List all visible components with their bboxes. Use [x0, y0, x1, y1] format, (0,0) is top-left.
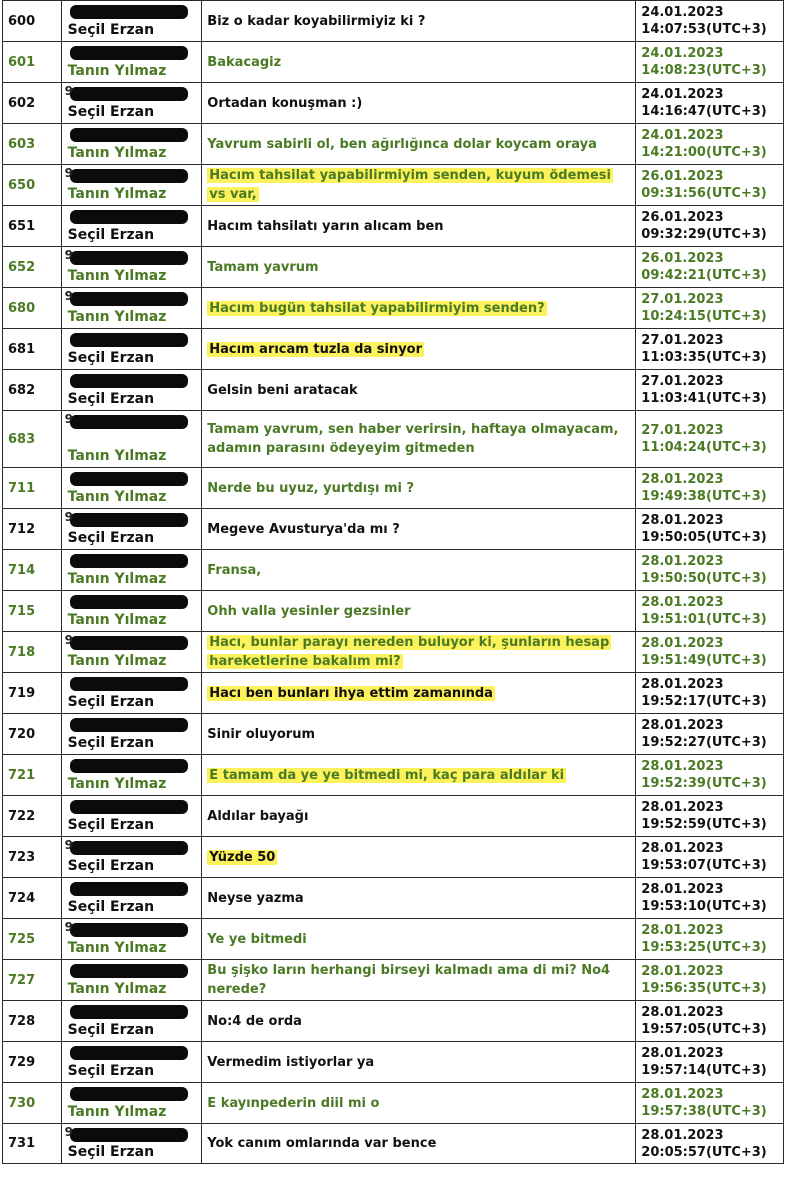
message-text: Tamam yavrum, sen haber verirsin, haftaya olmayacam, adamın parasını ödeyeyim gitmeden	[207, 422, 619, 456]
phone-visible-digit: 9	[64, 838, 74, 852]
phone-visible-digit: 9	[64, 289, 74, 303]
message-time: 19:49:38(UTC+3)	[641, 489, 767, 504]
sender-name: Tanın Yılmaz	[67, 268, 167, 284]
message-time: 19:51:01(UTC+3)	[641, 612, 767, 627]
message-time: 19:52:27(UTC+3)	[641, 735, 767, 750]
timestamp-cell	[636, 960, 784, 1001]
message-time: 19:50:05(UTC+3)	[641, 530, 767, 545]
message-cell	[202, 878, 636, 919]
redacted-phone-number	[70, 210, 188, 224]
message-cell	[202, 1, 636, 42]
sender-cell	[61, 878, 202, 919]
sender-name: Seçil Erzan	[67, 391, 155, 407]
sender-cell	[61, 1124, 202, 1164]
message-date: 28.01.2023	[641, 1087, 724, 1102]
sender-cell	[61, 165, 202, 206]
message-row	[3, 673, 784, 714]
message-time: 19:53:25(UTC+3)	[641, 940, 767, 955]
timestamp-cell	[636, 1001, 784, 1042]
timestamp-cell	[636, 755, 784, 796]
message-date: 28.01.2023	[641, 1127, 724, 1143]
message-row	[3, 755, 784, 796]
sender-cell	[61, 124, 202, 165]
message-date: 24.01.2023	[641, 5, 724, 20]
message-time: 19:57:38(UTC+3)	[641, 1104, 767, 1119]
timestamp-cell	[636, 1, 784, 42]
message-id: 603	[3, 124, 62, 165]
sender-name: Tanın Yılmaz	[67, 776, 167, 792]
message-text: E kayınpederin diil mi o	[207, 1095, 380, 1111]
message-cell	[202, 42, 636, 83]
message-date: 27.01.2023	[641, 423, 724, 438]
message-time: 09:31:56(UTC+3)	[641, 186, 767, 201]
redacted-phone-number	[70, 595, 188, 609]
message-row	[3, 1001, 784, 1042]
message-time: 14:08:23(UTC+3)	[641, 63, 767, 78]
sender-cell	[61, 247, 202, 288]
message-date: 26.01.2023	[641, 210, 724, 225]
message-cell	[202, 919, 636, 960]
message-id: 650	[3, 165, 62, 206]
redacted-phone-number	[70, 1046, 188, 1060]
sender-name: Tanın Yılmaz	[67, 653, 167, 669]
message-date: 28.01.2023	[641, 1005, 724, 1020]
message-date: 28.01.2023	[641, 1046, 724, 1061]
sender-name: Tanın Yılmaz	[67, 145, 167, 161]
message-row	[3, 1083, 784, 1124]
message-row	[3, 960, 784, 1001]
timestamp-cell	[636, 837, 784, 878]
sender-cell	[61, 837, 202, 878]
message-cell	[202, 550, 636, 591]
message-date: 24.01.2023	[641, 46, 724, 61]
phone-visible-digit: 9	[64, 1125, 74, 1139]
message-date: 28.01.2023	[641, 677, 724, 692]
sender-name: Tanın Yılmaz	[67, 309, 167, 325]
message-time: 19:52:59(UTC+3)	[641, 817, 767, 832]
sender-name: Tanın Yılmaz	[67, 448, 167, 464]
sender-name: Seçil Erzan	[67, 22, 155, 38]
sender-name: Seçil Erzan	[67, 899, 155, 915]
message-row	[3, 919, 784, 960]
redacted-phone-number	[70, 5, 188, 19]
message-text: Biz o kadar koyabilirmiyiz ki ?	[207, 13, 426, 29]
message-text: Megeve Avusturya'da mı ?	[207, 521, 400, 537]
message-text: Vermedim istiyorlar ya	[207, 1054, 375, 1070]
message-id: 601	[3, 42, 62, 83]
message-text: Fransa,	[207, 562, 262, 578]
sender-name: Seçil Erzan	[67, 104, 155, 120]
message-date: 27.01.2023	[641, 333, 724, 348]
message-row	[3, 411, 784, 468]
message-cell	[202, 837, 636, 878]
message-cell	[202, 591, 636, 632]
message-time: 19:50:50(UTC+3)	[641, 571, 767, 586]
message-id: 711	[3, 468, 62, 509]
message-date: 28.01.2023	[641, 636, 724, 651]
redacted-phone-number	[70, 636, 188, 650]
message-date: 28.01.2023	[641, 964, 724, 979]
message-date: 28.01.2023	[641, 718, 724, 733]
message-text: Ohh valla yesinler gezsinler	[207, 603, 411, 619]
message-text: Ortadan konuşman :)	[207, 95, 363, 111]
sender-cell	[61, 370, 202, 411]
message-cell	[202, 755, 636, 796]
message-cell	[202, 83, 636, 124]
message-row	[3, 1124, 784, 1164]
message-row	[3, 837, 784, 878]
sender-cell	[61, 632, 202, 673]
redacted-phone-number	[70, 882, 188, 896]
sender-name: Tanın Yılmaz	[67, 940, 167, 956]
redacted-phone-number	[70, 923, 188, 937]
phone-visible-digit: 9	[64, 412, 74, 426]
sender-cell	[61, 919, 202, 960]
redacted-phone-number	[70, 718, 188, 732]
sender-name: Tanın Yılmaz	[67, 63, 167, 79]
message-id: 724	[3, 878, 62, 919]
redacted-phone-number	[70, 513, 188, 527]
timestamp-cell	[636, 550, 784, 591]
timestamp-cell	[636, 83, 784, 124]
message-time: 19:57:14(UTC+3)	[641, 1063, 767, 1078]
sender-cell	[61, 591, 202, 632]
redacted-phone-number	[70, 374, 188, 388]
redacted-phone-number	[70, 1005, 188, 1019]
message-date: 28.01.2023	[641, 513, 724, 528]
message-cell	[202, 206, 636, 247]
message-row	[3, 550, 784, 591]
message-cell	[202, 960, 636, 1001]
message-text: Bu şişko ların herhangi birseyi kalmadı ama di mi? No4 nerede?	[207, 963, 611, 997]
sender-name: Seçil Erzan	[67, 817, 155, 833]
message-row	[3, 878, 784, 919]
message-date: 28.01.2023	[641, 800, 724, 815]
message-time: 11:03:35(UTC+3)	[641, 350, 767, 365]
message-id: 731	[3, 1124, 62, 1164]
message-time: 09:32:29(UTC+3)	[641, 227, 767, 242]
message-date: 28.01.2023	[641, 472, 724, 487]
message-row	[3, 509, 784, 550]
message-id: 680	[3, 288, 62, 329]
message-id: 729	[3, 1042, 62, 1083]
timestamp-cell	[636, 1083, 784, 1124]
message-date: 26.01.2023	[641, 251, 724, 266]
phone-visible-digit: 9	[64, 633, 74, 647]
message-cell	[202, 1124, 636, 1164]
redacted-phone-number	[70, 964, 188, 978]
message-row	[3, 632, 784, 673]
message-row	[3, 124, 784, 165]
timestamp-cell	[636, 919, 784, 960]
redacted-phone-number	[70, 292, 188, 306]
message-cell	[202, 288, 636, 329]
message-time: 14:21:00(UTC+3)	[641, 145, 767, 160]
message-cell	[202, 673, 636, 714]
message-id: 715	[3, 591, 62, 632]
timestamp-cell	[636, 247, 784, 288]
message-cell	[202, 1083, 636, 1124]
message-row	[3, 370, 784, 411]
sender-name: Tanın Yılmaz	[67, 186, 167, 202]
message-text: Sinir oluyorum	[207, 726, 316, 742]
timestamp-cell	[636, 796, 784, 837]
redacted-phone-number	[70, 46, 188, 60]
sender-cell	[61, 1083, 202, 1124]
timestamp-cell	[636, 411, 784, 468]
timestamp-cell	[636, 124, 784, 165]
sender-cell	[61, 550, 202, 591]
message-log-table	[2, 0, 784, 1164]
highlighted-message-text: Yüzde 50	[209, 849, 276, 865]
message-cell	[202, 1001, 636, 1042]
message-time: 09:42:21(UTC+3)	[641, 268, 767, 283]
message-id: 651	[3, 206, 62, 247]
sender-name: Tanın Yılmaz	[67, 981, 167, 997]
sender-name: Seçil Erzan	[67, 858, 155, 874]
message-text: Neyse yazma	[207, 890, 304, 906]
sender-cell	[61, 673, 202, 714]
redacted-phone-number	[70, 1128, 188, 1142]
phone-visible-digit: 9	[64, 510, 74, 524]
sender-name: Tanın Yılmaz	[67, 489, 167, 505]
message-date: 26.01.2023	[641, 169, 724, 184]
sender-name: Tanın Yılmaz	[67, 571, 167, 587]
sender-cell	[61, 714, 202, 755]
message-cell	[202, 632, 636, 673]
highlighted-message-text: Hacım tahsilat yapabilirmiyim senden, kuyum ödemesi vs var,	[209, 168, 611, 202]
timestamp-cell	[636, 632, 784, 673]
message-id: 718	[3, 632, 62, 673]
message-row	[3, 796, 784, 837]
sender-cell	[61, 42, 202, 83]
message-id: 725	[3, 919, 62, 960]
message-row	[3, 83, 784, 124]
message-text: No:4 de orda	[207, 1013, 302, 1029]
sender-cell	[61, 1, 202, 42]
message-time: 20:05:57(UTC+3)	[641, 1144, 767, 1160]
message-text: Yok canım omlarında var bence	[207, 1136, 437, 1151]
message-time: 10:24:15(UTC+3)	[641, 309, 767, 324]
message-text: Nerde bu uyuz, yurtdışı mi ?	[207, 480, 415, 496]
redacted-phone-number	[70, 169, 188, 183]
message-id: 714	[3, 550, 62, 591]
message-id: 712	[3, 509, 62, 550]
message-text: Yavrum sabirli ol, ben ağırlığınca dolar koycam oraya	[207, 136, 597, 152]
sender-cell	[61, 411, 202, 468]
redacted-phone-number	[70, 1087, 188, 1101]
redacted-phone-number	[70, 333, 188, 347]
message-id: 722	[3, 796, 62, 837]
message-row	[3, 468, 784, 509]
message-date: 28.01.2023	[641, 554, 724, 569]
message-row	[3, 714, 784, 755]
message-id: 602	[3, 83, 62, 124]
sender-name: Seçil Erzan	[67, 735, 155, 751]
message-time: 14:16:47(UTC+3)	[641, 104, 767, 119]
message-cell	[202, 468, 636, 509]
sender-name: Seçil Erzan	[67, 227, 155, 243]
message-row	[3, 165, 784, 206]
sender-cell	[61, 960, 202, 1001]
message-time: 14:07:53(UTC+3)	[641, 22, 767, 37]
message-id: 730	[3, 1083, 62, 1124]
message-date: 24.01.2023	[641, 128, 724, 143]
message-date: 27.01.2023	[641, 292, 724, 307]
redacted-phone-number	[70, 251, 188, 265]
message-cell	[202, 370, 636, 411]
timestamp-cell	[636, 591, 784, 632]
message-cell	[202, 509, 636, 550]
message-row	[3, 247, 784, 288]
sender-cell	[61, 1042, 202, 1083]
sender-cell	[61, 755, 202, 796]
redacted-phone-number	[70, 677, 188, 691]
message-cell	[202, 165, 636, 206]
message-row	[3, 1042, 784, 1083]
sender-name: Seçil Erzan	[67, 530, 155, 546]
timestamp-cell	[636, 370, 784, 411]
message-cell	[202, 411, 636, 468]
redacted-phone-number	[70, 841, 188, 855]
message-cell	[202, 329, 636, 370]
highlighted-message-text: Hacım bugün tahsilat yapabilirmiyim senden?	[209, 300, 545, 316]
timestamp-cell	[636, 714, 784, 755]
message-text: Aldılar bayağı	[207, 808, 309, 824]
message-date: 27.01.2023	[641, 374, 724, 389]
sender-name: Tanın Yılmaz	[67, 612, 167, 628]
message-row	[3, 42, 784, 83]
message-time: 19:57:05(UTC+3)	[641, 1022, 767, 1037]
sender-cell	[61, 83, 202, 124]
message-date: 28.01.2023	[641, 841, 724, 856]
message-row	[3, 591, 784, 632]
phone-visible-digit: 9	[64, 166, 74, 180]
message-time: 19:52:39(UTC+3)	[641, 776, 767, 791]
timestamp-cell	[636, 509, 784, 550]
message-time: 19:53:07(UTC+3)	[641, 858, 767, 873]
message-cell	[202, 796, 636, 837]
message-text: Bakacagiz	[207, 54, 282, 70]
timestamp-cell	[636, 329, 784, 370]
message-id: 719	[3, 673, 62, 714]
timestamp-cell	[636, 288, 784, 329]
message-time: 11:04:24(UTC+3)	[641, 440, 767, 455]
message-text: Ye ye bitmedi	[207, 931, 307, 947]
message-cell	[202, 714, 636, 755]
message-id: 600	[3, 1, 62, 42]
message-cell	[202, 247, 636, 288]
sender-cell	[61, 509, 202, 550]
message-date: 28.01.2023	[641, 882, 724, 897]
timestamp-cell	[636, 165, 784, 206]
timestamp-cell	[636, 206, 784, 247]
redacted-phone-number	[70, 415, 188, 429]
message-id: 681	[3, 329, 62, 370]
redacted-phone-number	[70, 472, 188, 486]
timestamp-cell	[636, 42, 784, 83]
message-time: 19:52:17(UTC+3)	[641, 694, 767, 709]
highlighted-message-text: Hacı ben bunları ihya ettim zamanında	[209, 685, 493, 701]
message-id: 682	[3, 370, 62, 411]
sender-name: Seçil Erzan	[67, 1022, 155, 1038]
message-time: 19:51:49(UTC+3)	[641, 653, 767, 668]
sender-name: Seçil Erzan	[67, 694, 155, 710]
message-date: 28.01.2023	[641, 923, 724, 938]
message-time: 19:56:35(UTC+3)	[641, 981, 767, 996]
message-cell	[202, 124, 636, 165]
highlighted-message-text: Hacım arıcam tuzla da sinyor	[209, 341, 423, 357]
sender-cell	[61, 468, 202, 509]
message-time: 11:03:41(UTC+3)	[641, 391, 767, 406]
phone-visible-digit: 9	[64, 248, 74, 262]
message-log-body	[3, 1, 784, 1164]
message-text: Tamam yavrum	[207, 259, 319, 275]
sender-name: Seçil Erzan	[67, 1144, 155, 1160]
phone-visible-digit: 9	[64, 84, 74, 98]
message-id: 727	[3, 960, 62, 1001]
message-id: 723	[3, 837, 62, 878]
timestamp-cell	[636, 673, 784, 714]
message-date: 28.01.2023	[641, 595, 724, 610]
message-row	[3, 288, 784, 329]
message-date: 24.01.2023	[641, 87, 724, 102]
sender-cell	[61, 206, 202, 247]
message-text: Hacım tahsilatı yarın alıcam ben	[207, 218, 444, 234]
redacted-phone-number	[70, 554, 188, 568]
sender-cell	[61, 288, 202, 329]
message-id: 683	[3, 411, 62, 468]
message-time: 19:53:10(UTC+3)	[641, 899, 767, 914]
sender-cell	[61, 1001, 202, 1042]
redacted-phone-number	[70, 87, 188, 101]
redacted-phone-number	[70, 759, 188, 773]
sender-cell	[61, 796, 202, 837]
message-cell	[202, 1042, 636, 1083]
message-row	[3, 1, 784, 42]
sender-name: Seçil Erzan	[67, 1063, 155, 1079]
sender-name: Seçil Erzan	[67, 350, 155, 366]
message-row	[3, 329, 784, 370]
timestamp-cell	[636, 468, 784, 509]
highlighted-message-text: E tamam da ye ye bitmedi mi, kaç para aldılar ki	[209, 767, 565, 783]
message-row	[3, 206, 784, 247]
sender-cell	[61, 329, 202, 370]
message-id: 721	[3, 755, 62, 796]
message-id: 728	[3, 1001, 62, 1042]
message-text: Gelsin beni aratacak	[207, 382, 358, 398]
highlighted-message-text: Hacı, bunlar parayı nereden buluyor ki, şunların hesap hareketlerine bakalım mi?	[209, 635, 610, 669]
redacted-phone-number	[70, 800, 188, 814]
sender-name: Tanın Yılmaz	[67, 1104, 167, 1120]
message-id: 720	[3, 714, 62, 755]
message-date: 28.01.2023	[641, 759, 724, 774]
timestamp-cell	[636, 1042, 784, 1083]
phone-visible-digit: 9	[64, 920, 74, 934]
message-id: 652	[3, 247, 62, 288]
timestamp-cell	[636, 1124, 784, 1164]
timestamp-cell	[636, 878, 784, 919]
redacted-phone-number	[70, 128, 188, 142]
